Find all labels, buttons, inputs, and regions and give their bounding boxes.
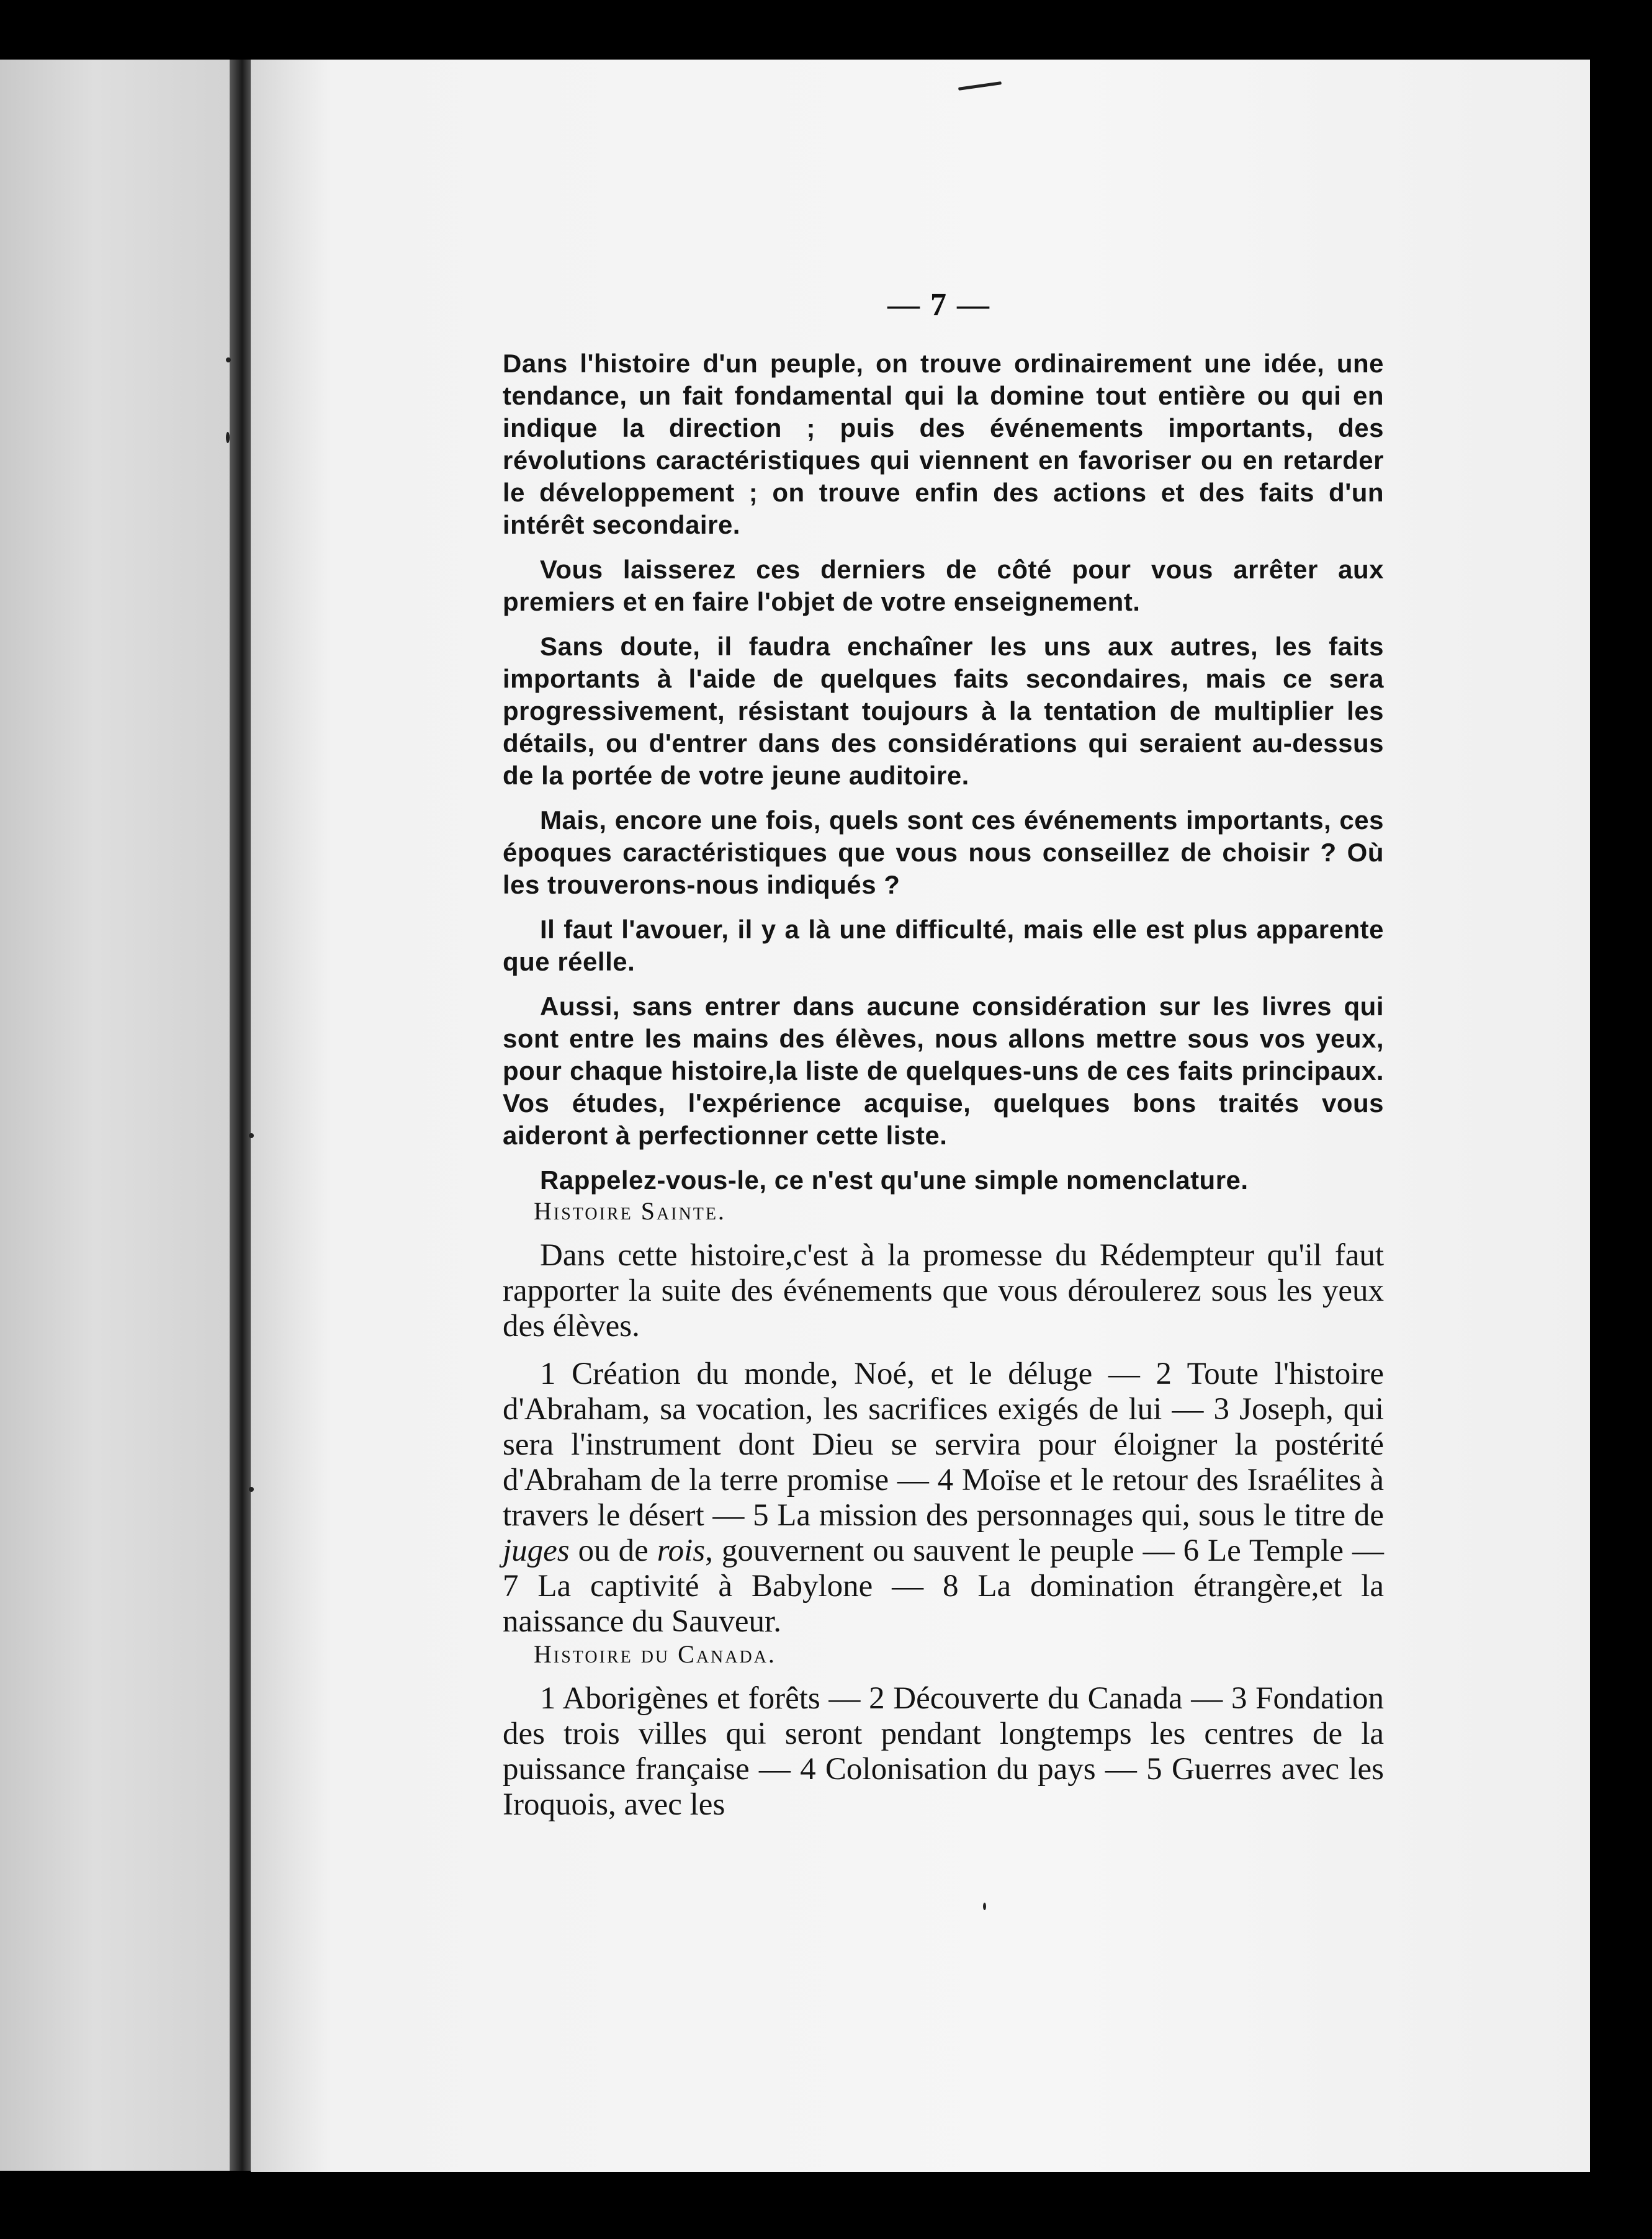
histoire-sainte-list-part-2: , gouvernent ou sauvent le peuple — 6 Le Temple — 7 La captivité à Babylone — 8 La domination étrangère,et la naissance du Sauveur. bbox=[503, 1533, 1385, 1639]
histoire-sainte-intro: Dans cette histoire,c'est à la promesse du Rédempteur qu'il faut rapporter la suite des événements que vous déroulerez sous les yeux des élèves. bbox=[503, 1238, 1384, 1344]
ink-speck bbox=[226, 357, 231, 362]
histoire-du-canada-list: 1 Aborigènes et forêts — 2 Découverte du Canada — 3 Fondation des trois villes qui seront pendant longtemps les centres de la puissance française — 4 Colonisation du pays — 5 Guerres avec les Iroquois, avec les bbox=[503, 1681, 1384, 1822]
term-ou-de: ou de bbox=[578, 1533, 649, 1568]
histoire-sainte-list bbox=[503, 1357, 1384, 1640]
ink-speck bbox=[983, 1903, 986, 1910]
section-heading-histoire-du-canada: Histoire du Canada. bbox=[534, 1640, 776, 1668]
intro-paragraph-7: Rappelez-vous-le, ce n'est qu'une simple nomenclature. bbox=[540, 1165, 1249, 1195]
intro-paragraph-4: Mais, encore une fois, quels sont ces événements importants, ces époques caractéristiques que vous nous conseillez de choisir ? Où les trouverons-nous indiqués ? bbox=[503, 805, 1384, 899]
ink-speck bbox=[958, 81, 1002, 91]
term-rois: rois bbox=[657, 1533, 706, 1568]
term-juges: juges bbox=[503, 1533, 570, 1568]
ink-speck bbox=[249, 1133, 254, 1138]
ink-speck bbox=[226, 432, 230, 443]
intro-paragraph-5: Il faut l'avouer, il y a là une difficulté, mais elle est plus apparente que réelle. bbox=[503, 915, 1384, 976]
left-page-edge bbox=[0, 60, 236, 2171]
intro-paragraph-3: Sans doute, il faudra enchaîner les uns aux autres, les faits importants à l'aide de quelques faits secondaires, mais ce sera progressivement, résistant toujours à la tentation de multiplier les détails, ou d'entrer dans des considérations qui seraient au-dessus de la portée de votre jeune auditoire. bbox=[503, 632, 1384, 790]
histoire-sainte-list-part-1: 1 Création du monde, Noé, et le déluge — 2 Toute l'histoire d'Abraham, sa vocation, les sacrifices exigés de lui — 3 Joseph, qui sera l'instrument dont Dieu se servira pour éloigner la postérité d'Abraham de la terre promise — 4 Moïse et le retour des Israélites à travers le désert — 5 La mission des personnages qui, sous le titre de bbox=[503, 1357, 1384, 1533]
intro-paragraph-2: Vous laisserez ces derniers de côté pour vous arrêter aux premiers et en faire l'objet de votre enseignement. bbox=[503, 555, 1384, 616]
intro-paragraph-1: Dans l'histoire d'un peuple, on trouve ordinairement une idée, une tendance, un fait fondamental qui la domine tout entière ou qui en indique la direction ; puis des événements importants, des révolutions caractéristiques qui viennent en favoriser ou en retarder le développement ; on trouve enfin des actions et des faits d'un intérêt secondaire. bbox=[503, 349, 1384, 539]
page-body bbox=[503, 348, 1384, 1823]
intro-paragraph-6: Aussi, sans entrer dans aucune considération sur les livres qui sont entre les mains des élèves, nous allons mettre sous vos yeux, pour chaque histoire,la liste de quelques-uns de ces faits principaux. Vos études, l'expérience acquise, quelques bons traités vous aideront à perfectionner cette liste. bbox=[503, 992, 1384, 1150]
section-heading-histoire-sainte: Histoire Sainte. bbox=[534, 1197, 726, 1225]
page-number: — 7 — bbox=[887, 287, 990, 323]
ink-speck bbox=[249, 1487, 254, 1492]
